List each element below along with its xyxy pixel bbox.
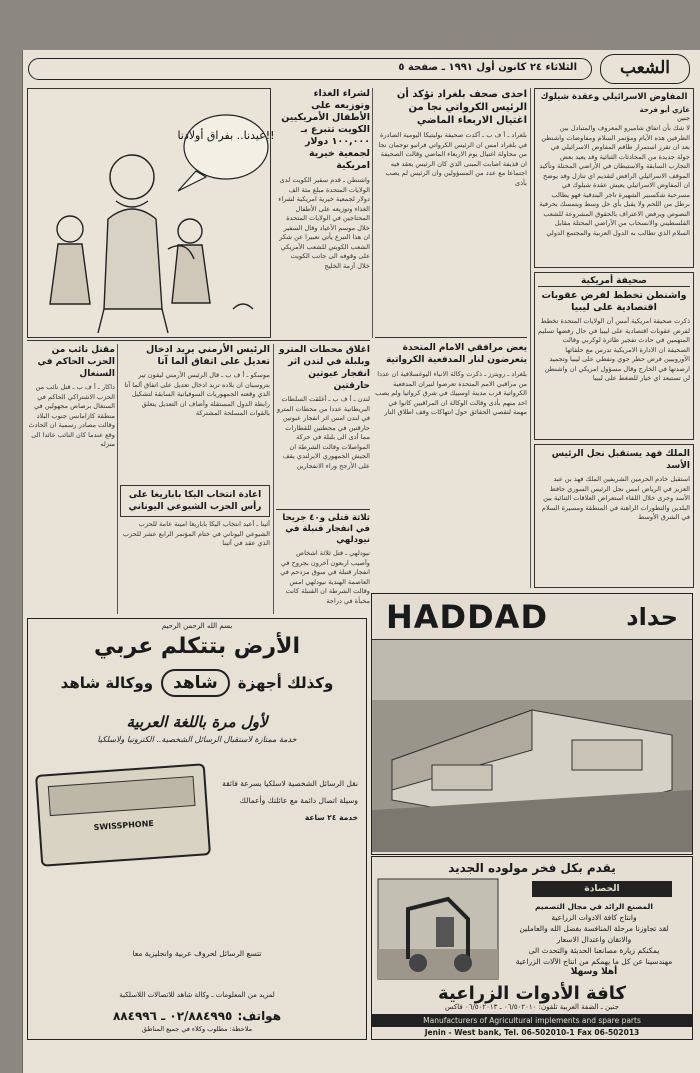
agri-advertisement — [371, 856, 693, 1040]
page-header-bar — [28, 58, 592, 80]
article-libya-label: صحيفة أمريكية — [538, 276, 690, 287]
article-london — [276, 344, 370, 614]
article-fahd — [534, 444, 694, 588]
agri-line: لقد تجاوزنا مرحلة المنافسة بفضل الله والعاملين — [519, 924, 669, 933]
article-delhi-body: نيودلهي ـ قتل ثلاثة اشخاص وأصيب اربعون آخرون بجروح في انفجار قنبلة في سوق مزدحم في العاصمة الهندية نيودلهي امس وقالت الشرطة ان القنبلة كانت مخبأة في دراجة — [280, 549, 370, 605]
article-armenia-headline: الرئيس الأرمني يريد ادخال تعديل على اتفاق ألما آتا — [145, 344, 270, 367]
agri-company-ar: كافة الأدوات الزراعية — [438, 983, 626, 1004]
article-greece-headline: اعادة انتخاب اليكا باباريغا على رأس الحزب الشيوعي اليوناني — [120, 485, 270, 517]
article-shylock-headline: المفاوض الاسرائيلي وعقدة شيلوك — [540, 92, 688, 102]
shahed-bullets — [208, 779, 358, 822]
agri-machine-photo — [378, 879, 498, 979]
agri-line: والاتقان واعتدال الاسعار — [556, 935, 632, 944]
article-kuwait — [276, 88, 370, 340]
cartoon-speech: عيدنا.. بفراق أولادنا!! — [177, 129, 275, 142]
shahed-brand-logo: شاهد — [161, 669, 230, 697]
shahed-footnote: ملاحظة: مطلوب وكلاء في جميع المناطق — [141, 1025, 253, 1033]
shahed-headline: الأرض بتتكلم عربي — [94, 634, 300, 659]
shahed-contact: لمزيد من المعلومات ـ وكالة شاهد للاتصالات اللاسلكية — [119, 991, 275, 999]
shahed-bullet: وسيلة اتصال دائمة مع عائلتك وأعمالك — [239, 796, 358, 805]
shahed-slogan: لأول مرة باللغة العربية — [126, 713, 268, 731]
article-senegal — [27, 344, 115, 614]
agri-address-en: Jenin - West bank, Tel. 06-502010-1 Fax 06-502013 — [424, 1028, 640, 1037]
shahed-phone-row — [36, 1005, 358, 1024]
article-fahd-body: استقبل خادم الحرمين الشريفين الملك فهد بن عبد العزيز في الرياض امس نجل الرئيس السوري حافظ الأسد وجرى خلال اللقاء استعراض العلاقات الثنائية بين البلدين والتطورات الراهنة في المنطقة ومسيرة السلام في الشرق الأوسط — [541, 475, 690, 521]
article-belgrade — [375, 88, 527, 588]
haddad-factory-photo — [372, 640, 692, 852]
article-kuwait-headline: لشراء الغذاء وتوزيعه على الأطفال الأمريكيين الكويت تتبرع بـ ١٠٠,٠٠٠ دولار لجمعية خيرية امريكية — [281, 88, 370, 171]
shahed-phone-label: هواتف: — [237, 1009, 282, 1023]
article-kuwait-body: واشنطن ـ قدم سفير الكويت لدى الولايات المتحدة مبلغ مئة الف دولار لجمعية خيرية امريكية لشراء الغذاء وتوزيعه على الأطفال المحتاجين في الولايات المتحدة خلال موسم الأعياد وقال السفير ان هذا التبرع يأتي تعبيرا عن شكر الشعب الكويتي للشعب الأمريكي على وقوفه الى جانب الكويت خلال أزمة الخليج — [278, 176, 370, 270]
article-delhi-headline: ثلاثة قتلى و٤٠ جريحا في انفجار قنبلة في نيودلهي — [276, 509, 370, 546]
shahed-phones: ٠٢/٨٨٤٩٩٥ ـ ٨٨٤٩٩٦ — [112, 1009, 233, 1023]
article-libya — [534, 272, 694, 440]
column-divider — [372, 88, 373, 338]
cartoon-drawing — [28, 89, 275, 339]
article-senegal-headline: مقتل نائب من الحزب الحاكم في السنغال — [37, 345, 115, 379]
shahed-brand-row — [28, 669, 366, 697]
newspaper-logo: الشعب — [600, 54, 690, 84]
shahed-bullet: خدمة ٢٤ ساعة — [304, 813, 358, 822]
shahed-advertisement — [27, 618, 367, 1040]
article-observers-body: بلغراد ـ رويترز ـ ذكرت وكالة الانباء اليوغسلافية ان عددا من مراقبي الامم المتحدة تعرضوا لنيران المدفعية الكرواتية قرب مدينة اوسييك في شرق كرواتيا ولم يصب احد منهم بأذى وقالت الوكالة ان المراقبين كانوا في مهمة لتقصي الحقائق حول انتهاكات وقف اطلاق النار — [375, 370, 527, 416]
article-london-body: لندن ـ أ ف ب ـ أغلقت السلطات البريطانية عددا من محطات المترو في لندن امس اثر انفجار عبوتين حارقتين في محطتين للقطارات مما أدى الى بلبلة في حركة المواصلات وقالت الشرطة ان الجيش الجمهوري الايرلندي يقف على الأرجح وراء الانفجارين — [276, 395, 370, 470]
column-divider — [117, 344, 118, 614]
article-armenia — [120, 344, 270, 614]
article-fahd-headline: الملك فهد يستقبل نجل الرئيس الأسد — [551, 449, 690, 471]
pager-device — [35, 763, 211, 867]
article-shylock-body: لا شك بأن اتفاق شاميرو المعروف والمتبادل بين الطرفين هذه الأيام ومؤتمر السلام ومفاوضات واشنطن بعد ان تقرر استمرار طاقم المفاوض الاسرائيلي في جولة جديدة من المحادثات الثنائية وقد يعيد بعض التجارب السابقة والاستيطان في الأراضي المحتلة وتأكيد الموقف الاسرائيلي الرافض لتقديم اي تنازل وقد يوضح ان المفاوض الاسرائيلي يعيش عقدة شيلوك في مسرحية شكسبير الشهيرة تاجر البندقية فهو يطالب برطل من اللحم ولا يقبل بأي حل وسط ويتمسك بحرفية النصوص ويرفض الاعتراف بالحقوق المشروعة للشعب الفلسطيني والانسحاب من الأراضي المحتلة مقابل السلام الذي تطالب به الدول العربية والمجتمع الدولي — [539, 124, 690, 237]
haddad-brand-en: HADDAD — [386, 597, 548, 636]
shahed-info: تتسع الرسائل لحروف عربية وانجليزية معا — [132, 949, 262, 958]
shahed-basmala: بسم الله الرحمن الرحيم — [161, 622, 233, 630]
article-senegal-body: داكار ـ أ ف ب ـ قتل نائب من الحزب الاشتراكي الحاكم في السنغال برصاص مجهولين في منطقة كازامانس جنوب البلاد وقالت مصادر رسمية ان الحادث وقع عندما كان النائب عائدا الى منزله — [28, 383, 115, 448]
haddad-advertisement — [371, 593, 693, 855]
agri-headline: يقدم بكل فخر مولوده الجديد — [448, 861, 616, 875]
article-armenia-body: موسكو ـ أ ف ب ـ قال الرئيس الأرمني ليفون تير بتروسيان ان بلاده تريد ادخال تعديل على اتفاق ألما آتا الذي وقعته الجمهوريات السوفياتية السابقة لتشكيل رابطة الدول المستقلة وأضاف ان التعديل يتعلق بالقوات المسلحة المشتركة — [124, 371, 270, 417]
column-divider — [273, 344, 274, 614]
shahed-bullet: نقل الرسائل الشخصية لاسلكيا بسرعة فائقة — [222, 779, 358, 788]
article-shylock-author: غازي أبو فرحة — [639, 106, 690, 114]
article-shylock — [534, 88, 694, 268]
agri-company-en: Manufacturers of Agricultural implements and spare parts — [372, 1014, 692, 1027]
agri-address-ar: جنين ـ الضفة الغربية تلفون: ٠٦/٥٠٢٠١٠ ـ ٠٦/٥٠٢٠١٣ فاكس — [445, 1003, 619, 1011]
article-london-headline: اغلاق محطات المترو وبلبلة في لندن اثر انفجار عبوتين حارقتين — [279, 345, 370, 391]
article-belgrade-body: بلغراد ـ أ ف ب ـ أكدت صحيفة بوليتيكا اليومية الصادرة في بلغراد امس ان الرئيس الكرواتي فرانيو توجمان نجا من محاولة اغتيال يوم الاربعاء الماضي وقالت الصحيفة ان قذيفة اصابت المبنى الذي كان الرئيس يعقد فيه اجتماعا مع عدد من المسؤولين وان الرئيس لم يصب بأذى — [378, 131, 527, 187]
agri-copy — [504, 901, 684, 978]
article-belgrade-headline: احدى صحف بلغراد تؤكد أن الرئيس الكرواتي نجا من اغتيال الاربعاء الماضي — [396, 89, 527, 126]
pager-brand: SWISSPHONE — [93, 818, 155, 833]
agri-line: أهلا وسهلا — [570, 967, 618, 977]
agri-line: وانتاج كافة الادوات الزراعية — [551, 913, 637, 922]
column-divider — [530, 88, 531, 588]
shahed-line2: وكذلك أجهزة — [237, 674, 334, 692]
article-libya-headline: واشنطن تخطط لفرض عقوبات اقتصادية على ليبيا — [541, 290, 687, 313]
article-libya-body: ذكرت صحيفة امريكية أمس أن الولايات المتحدة تخطط لفرض عقوبات اقتصادية على ليبيا في حال رفضها تسليم المتهمين في حادث تفجير طائرة لوكربي وقالت الصحيفة ان الادارة الامريكية تدرس مع حلفائها الأوروبيين فرض حظر جوي ونفطي على ليبيا وتجميد ارصدتها في الخارج وقال مسؤول امريكي ان واشنطن لن تستبعد اي خيار للضغط على ليبيا — [538, 317, 690, 382]
pager-screen — [48, 776, 196, 816]
agri-line: مهندسينا عن كل ما يهمكم من انتاج الآلات الزراعية — [515, 957, 673, 966]
horizontal-rule — [27, 340, 370, 341]
haddad-brand-ar: حداد — [626, 602, 678, 631]
cartoon-frame — [27, 88, 275, 338]
date-line: الثلاثاء ٢٤ كانون أول ١٩٩١ ـ صفحة ٥ — [398, 62, 577, 73]
agri-line: يمكنكم زيارة مصانعنا الحديثة والتحدث الى — [528, 946, 660, 955]
article-shylock-place: جنين — [677, 114, 690, 122]
shahed-subslogan: خدمة ممتازة لاستقبال الرسائل الشخصية.. الكترونيا ولاسلكيا — [97, 735, 297, 744]
agri-line: المصنع الرائد في مجال التصميم — [535, 902, 653, 911]
shahed-line3: ووكالة شاهد — [60, 674, 154, 692]
article-observers-headline: يعض مرافقي الامام المتحدة يتعرضون لنار المدفعية الكرواتية — [375, 337, 527, 366]
article-greece-body: أثينا ـ أعيد انتخاب اليكا باباريغا امينة عامة للحزب الشيوعي اليوناني في ختام المؤتمر الرابع عشر للحزب الذي عقد في أثينا — [122, 520, 270, 547]
haddad-brand-row — [372, 594, 692, 640]
agri-product-banner: الحصادة — [532, 881, 672, 897]
